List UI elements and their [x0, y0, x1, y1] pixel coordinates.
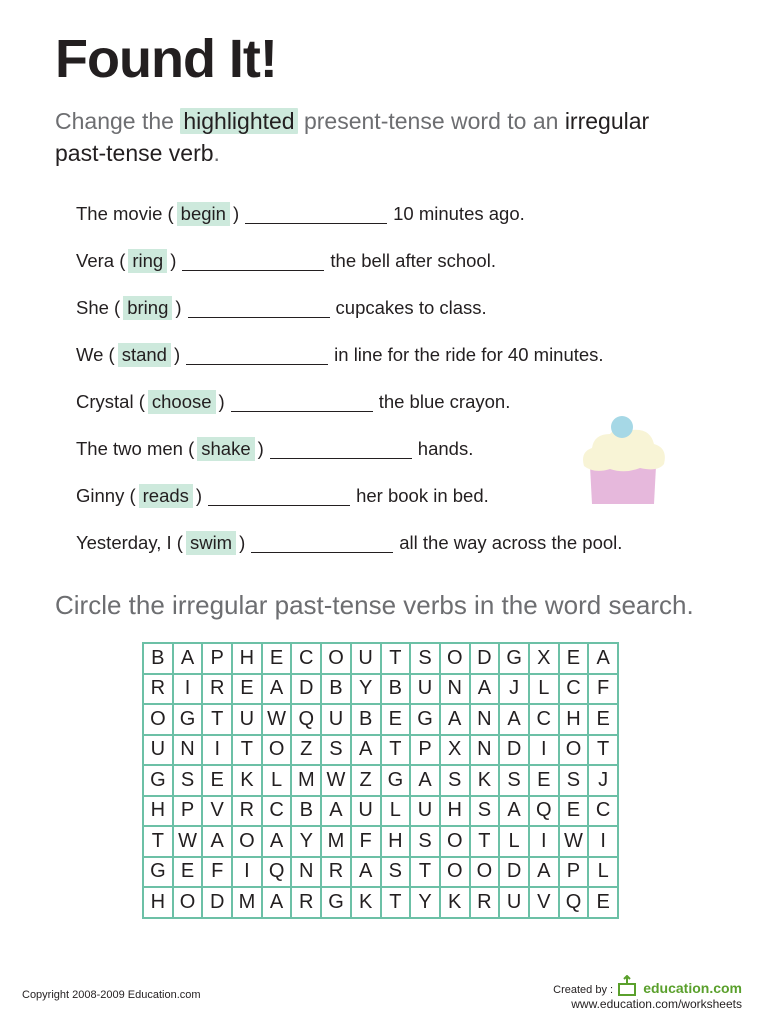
grid-letter[interactable]: A	[410, 765, 440, 796]
wordsearch-instruction: Circle the irregular past-tense verbs in the word search.	[55, 590, 694, 620]
grid-letter[interactable]: I	[202, 735, 232, 766]
grid-letter[interactable]: L	[381, 796, 411, 827]
question-suffix: cupcakes to class.	[335, 296, 487, 318]
highlighted-verb: ring	[128, 249, 167, 273]
grid-letter[interactable]: Z	[291, 735, 321, 766]
instructions-period: .	[213, 140, 220, 166]
grid-letter[interactable]: M	[232, 887, 262, 918]
highlighted-verb: choose	[148, 390, 216, 414]
grid-letter[interactable]: T	[143, 826, 173, 857]
grid-letter[interactable]: W	[262, 704, 292, 735]
grid-letter[interactable]: A	[321, 796, 351, 827]
grid-letter[interactable]: B	[321, 674, 351, 705]
instructions-line2: past-tense verb	[55, 140, 214, 166]
grid-letter[interactable]: S	[470, 796, 500, 827]
question-prefix: Vera (	[76, 249, 126, 271]
grid-letter[interactable]: J	[499, 674, 529, 705]
question-close-paren: )	[170, 249, 177, 271]
grid-letter[interactable]: A	[529, 857, 559, 888]
highlighted-verb: shake	[197, 437, 254, 461]
highlighted-verb: stand	[118, 343, 171, 367]
question-suffix: 10 minutes ago.	[393, 202, 525, 224]
question-close-paren: )	[239, 531, 246, 553]
grid-letter[interactable]: A	[470, 674, 500, 705]
grid-letter[interactable]: T	[381, 643, 411, 674]
grid-letter[interactable]: M	[321, 826, 351, 857]
grid-letter[interactable]: A	[499, 796, 529, 827]
grid-letter[interactable]: O	[262, 735, 292, 766]
grid-letter[interactable]: Y	[291, 826, 321, 857]
grid-letter[interactable]: D	[499, 857, 529, 888]
answer-blank[interactable]	[188, 297, 330, 318]
instructions-irregular: irregular	[564, 108, 650, 134]
grid-letter[interactable]: H	[440, 796, 470, 827]
answer-blank[interactable]	[251, 532, 393, 553]
question-close-paren: )	[257, 437, 264, 459]
grid-row	[143, 735, 618, 766]
grid-letter[interactable]: S	[381, 857, 411, 888]
grid-letter[interactable]: T	[381, 887, 411, 918]
question-prefix: Ginny (	[76, 484, 136, 506]
question-row	[76, 519, 716, 566]
grid-row	[143, 674, 618, 705]
answer-blank[interactable]	[245, 203, 387, 224]
grid-letter[interactable]: N	[173, 735, 203, 766]
grid-letter[interactable]: E	[529, 765, 559, 796]
highlighted-verb: bring	[123, 296, 172, 320]
question-suffix: hands.	[417, 437, 474, 459]
question-close-paren: )	[173, 343, 181, 365]
grid-letter[interactable]: A	[173, 643, 203, 674]
copyright: Copyright 2008-2009 Education.com	[22, 989, 201, 1001]
grid-letter[interactable]: E	[202, 765, 232, 796]
grid-letter[interactable]: O	[440, 643, 470, 674]
grid-letter[interactable]: P	[202, 643, 232, 674]
grid-letter[interactable]: G	[499, 643, 529, 674]
word-search-grid	[142, 642, 619, 919]
grid-letter[interactable]: Y	[351, 674, 381, 705]
question-prefix: We (	[76, 343, 115, 365]
grid-letter[interactable]: U	[410, 674, 440, 705]
grid-letter[interactable]: O	[559, 735, 589, 766]
grid-letter[interactable]: V	[529, 887, 559, 918]
instructions	[55, 105, 695, 169]
grid-letter[interactable]: T	[470, 826, 500, 857]
question-close-paren: )	[195, 484, 203, 506]
grid-letter[interactable]: H	[559, 704, 589, 735]
grid-letter[interactable]: P	[559, 857, 589, 888]
grid-letter[interactable]: S	[321, 735, 351, 766]
grid-letter[interactable]: W	[321, 765, 351, 796]
grid-letter[interactable]: K	[351, 887, 381, 918]
created-by-label: Created by :	[553, 984, 614, 996]
grid-letter[interactable]: T	[232, 735, 262, 766]
grid-letter[interactable]: Y	[410, 887, 440, 918]
grid-letter[interactable]: L	[588, 857, 618, 888]
grid-letter[interactable]: A	[262, 674, 292, 705]
grid-letter[interactable]: S	[440, 765, 470, 796]
grid-letter[interactable]: O	[440, 826, 470, 857]
education-brand: education.com	[643, 980, 742, 996]
question-suffix: her book in bed.	[356, 484, 489, 506]
grid-letter[interactable]: Q	[262, 857, 292, 888]
grid-letter[interactable]: S	[499, 765, 529, 796]
grid-letter[interactable]: G	[173, 704, 203, 735]
answer-blank[interactable]	[208, 485, 350, 506]
grid-letter[interactable]: G	[143, 857, 173, 888]
grid-letter[interactable]: N	[291, 857, 321, 888]
grid-letter[interactable]: D	[499, 735, 529, 766]
question-prefix: The two men (	[76, 437, 195, 459]
question-list	[76, 190, 716, 566]
grid-row	[143, 857, 618, 888]
grid-letter[interactable]: H	[232, 643, 262, 674]
grid-letter[interactable]: B	[291, 796, 321, 827]
grid-letter[interactable]: U	[351, 643, 381, 674]
grid-letter[interactable]: O	[470, 857, 500, 888]
grid-letter[interactable]: S	[173, 765, 203, 796]
question-prefix: The movie (	[76, 202, 174, 224]
grid-letter[interactable]: R	[202, 674, 232, 705]
cupcake-illustration	[580, 414, 670, 509]
grid-letter[interactable]: W	[173, 826, 203, 857]
grid-letter[interactable]: X	[529, 643, 559, 674]
grid-letter[interactable]: K	[440, 887, 470, 918]
grid-letter[interactable]: L	[529, 674, 559, 705]
grid-row	[143, 826, 618, 857]
highlighted-verb: reads	[139, 484, 193, 508]
grid-letter[interactable]: S	[559, 765, 589, 796]
question-suffix: in line for the ride for 40 minutes.	[334, 343, 604, 365]
grid-letter[interactable]: B	[351, 704, 381, 735]
grid-letter[interactable]: V	[202, 796, 232, 827]
question-suffix: all the way across the pool.	[399, 531, 623, 553]
grid-letter[interactable]: O	[232, 826, 262, 857]
grid-row	[143, 765, 618, 796]
grid-letter[interactable]: C	[588, 796, 618, 827]
cupcake-ball	[611, 416, 633, 438]
grid-letter[interactable]: L	[262, 765, 292, 796]
grid-letter[interactable]: M	[291, 765, 321, 796]
grid-letter[interactable]: A	[351, 735, 381, 766]
question-row	[76, 190, 716, 237]
question-close-paren: )	[232, 202, 240, 224]
question-row	[76, 331, 716, 378]
grid-letter[interactable]: Q	[529, 796, 559, 827]
grid-row	[143, 643, 618, 674]
grid-letter[interactable]: A	[262, 826, 292, 857]
grid-letter[interactable]: W	[559, 826, 589, 857]
answer-blank[interactable]	[270, 438, 412, 459]
grid-letter[interactable]: U	[499, 887, 529, 918]
grid-letter[interactable]: H	[143, 887, 173, 918]
grid-letter[interactable]: I	[529, 735, 559, 766]
question-close-paren: )	[218, 390, 225, 412]
grid-letter[interactable]: N	[470, 704, 500, 735]
grid-letter[interactable]: J	[588, 765, 618, 796]
grid-letter[interactable]: U	[232, 704, 262, 735]
grid-letter[interactable]: I	[173, 674, 203, 705]
grid-letter[interactable]: U	[410, 796, 440, 827]
grid-letter[interactable]: R	[470, 887, 500, 918]
grid-letter[interactable]: Q	[291, 704, 321, 735]
worksheets-url[interactable]: www.education.com/worksheets	[571, 997, 742, 1011]
grid-letter[interactable]: F	[588, 674, 618, 705]
answer-blank[interactable]	[186, 344, 328, 365]
grid-letter[interactable]: A	[588, 643, 618, 674]
grid-letter[interactable]: U	[143, 735, 173, 766]
question-row	[76, 237, 716, 284]
grid-letter[interactable]: T	[410, 857, 440, 888]
grid-letter[interactable]: B	[381, 674, 411, 705]
grid-letter[interactable]: G	[143, 765, 173, 796]
grid-letter[interactable]: R	[321, 857, 351, 888]
grid-row	[143, 704, 618, 735]
grid-letter[interactable]: E	[173, 857, 203, 888]
page-title: Found It!	[55, 29, 277, 89]
education-logo-icon	[616, 975, 638, 997]
grid-letter[interactable]: A	[440, 704, 470, 735]
grid-letter[interactable]: L	[499, 826, 529, 857]
grid-letter[interactable]: N	[470, 735, 500, 766]
grid-letter[interactable]: U	[321, 704, 351, 735]
grid-letter[interactable]: C	[529, 704, 559, 735]
grid-letter[interactable]: R	[143, 674, 173, 705]
grid-letter[interactable]: I	[232, 857, 262, 888]
grid-letter[interactable]: Q	[559, 887, 589, 918]
grid-letter[interactable]: O	[321, 643, 351, 674]
question-close-paren: )	[175, 296, 182, 318]
grid-letter[interactable]: G	[381, 765, 411, 796]
grid-letter[interactable]: N	[440, 674, 470, 705]
grid-letter[interactable]: H	[143, 796, 173, 827]
grid-letter[interactable]: C	[262, 796, 292, 827]
grid-letter[interactable]: R	[291, 887, 321, 918]
grid-letter[interactable]: U	[351, 796, 381, 827]
grid-letter[interactable]: E	[559, 796, 589, 827]
grid-letter[interactable]: D	[291, 674, 321, 705]
grid-letter[interactable]: C	[291, 643, 321, 674]
question-prefix: She (	[76, 296, 121, 318]
grid-letter[interactable]: G	[410, 704, 440, 735]
grid-letter[interactable]: O	[173, 887, 203, 918]
grid-letter[interactable]: F	[202, 857, 232, 888]
grid-letter[interactable]: G	[321, 887, 351, 918]
grid-letter[interactable]: E	[588, 704, 618, 735]
instructions-part2: present-tense word to an	[303, 108, 559, 134]
answer-blank[interactable]	[182, 250, 324, 271]
grid-letter[interactable]: E	[381, 704, 411, 735]
grid-letter[interactable]: D	[470, 643, 500, 674]
question-prefix: Crystal (	[76, 390, 145, 412]
cupcake-liner	[590, 466, 656, 504]
grid-letter[interactable]: D	[202, 887, 232, 918]
grid-letter[interactable]: A	[351, 857, 381, 888]
grid-letter[interactable]: O	[440, 857, 470, 888]
grid-letter[interactable]: T	[588, 735, 618, 766]
grid-letter[interactable]: E	[588, 887, 618, 918]
grid-letter[interactable]: E	[262, 643, 292, 674]
grid-letter[interactable]: R	[232, 796, 262, 827]
answer-blank[interactable]	[231, 391, 373, 412]
grid-letter[interactable]: P	[410, 735, 440, 766]
grid-letter[interactable]: A	[499, 704, 529, 735]
grid-letter[interactable]: A	[202, 826, 232, 857]
grid-letter[interactable]: E	[232, 674, 262, 705]
grid-letter[interactable]: K	[470, 765, 500, 796]
grid-letter[interactable]: B	[143, 643, 173, 674]
question-suffix: the bell after school.	[330, 249, 496, 271]
credit-block	[553, 975, 742, 1012]
grid-letter[interactable]: P	[173, 796, 203, 827]
grid-letter[interactable]: H	[381, 826, 411, 857]
question-prefix: Yesterday, I (	[76, 531, 183, 553]
question-row	[76, 284, 716, 331]
grid-letter[interactable]: I	[529, 826, 559, 857]
grid-row	[143, 796, 618, 827]
grid-letter[interactable]: S	[410, 826, 440, 857]
highlighted-verb: begin	[177, 202, 230, 226]
grid-letter[interactable]: X	[440, 735, 470, 766]
instructions-highlighted: highlighted	[180, 108, 297, 134]
grid-letter[interactable]: A	[262, 887, 292, 918]
grid-row	[143, 887, 618, 918]
instructions-part1: Change the	[55, 108, 174, 134]
grid-letter[interactable]: E	[559, 643, 589, 674]
grid-letter[interactable]: O	[143, 704, 173, 735]
grid-letter[interactable]: F	[351, 826, 381, 857]
grid-letter[interactable]: S	[410, 643, 440, 674]
grid-letter[interactable]: T	[202, 704, 232, 735]
grid-letter[interactable]: I	[588, 826, 618, 857]
grid-letter[interactable]: C	[559, 674, 589, 705]
grid-letter[interactable]: Z	[351, 765, 381, 796]
grid-letter[interactable]: T	[381, 735, 411, 766]
highlighted-verb: swim	[186, 531, 236, 555]
grid-letter[interactable]: K	[232, 765, 262, 796]
question-suffix: the blue crayon.	[378, 390, 511, 412]
